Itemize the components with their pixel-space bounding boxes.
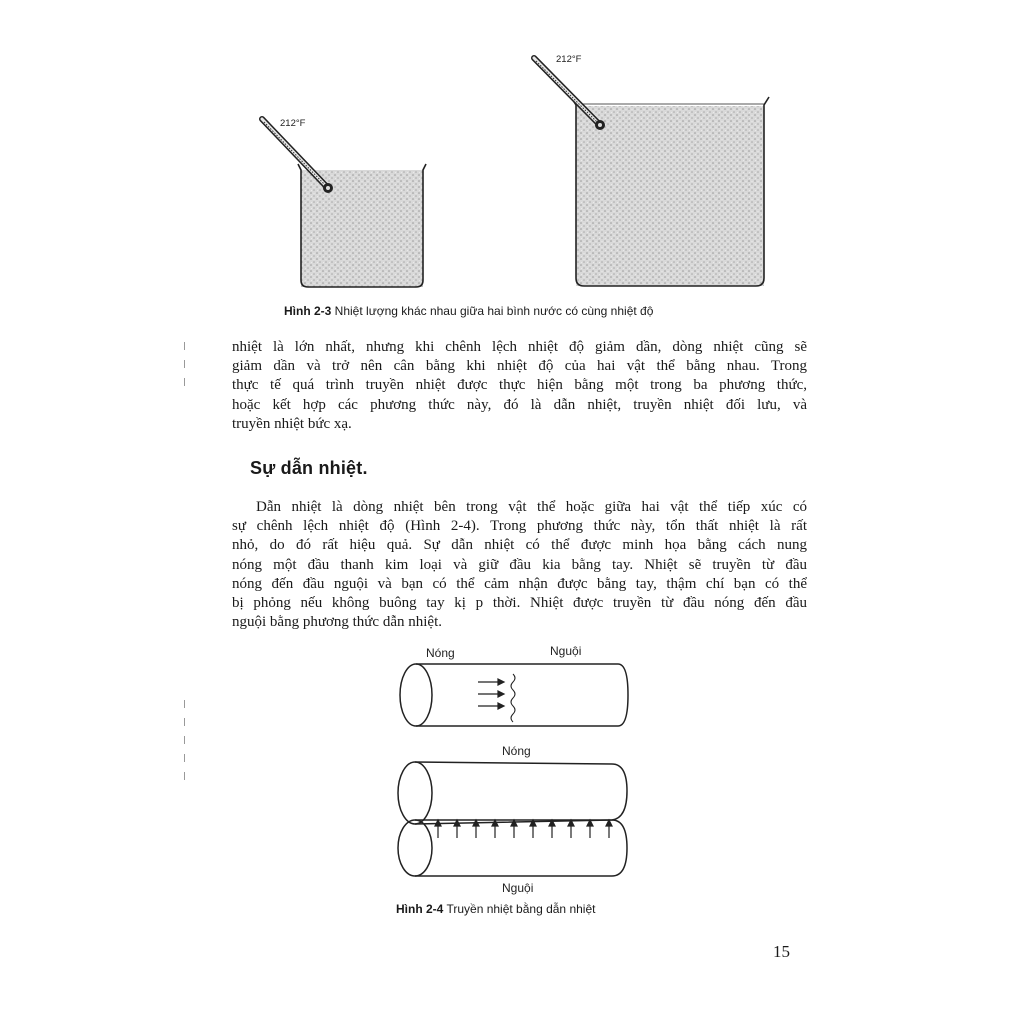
up-arrow-head [492,820,498,826]
rod-cold-label: Nguội [550,644,582,658]
paragraph-line: bị phỏng nếu không buông tay kị p thời. Nhiệt được truyền từ đầu nóng đến đầu [232,594,807,611]
paragraph-line: nguội bằng phương thức dẫn nhiệt. [232,614,442,631]
figure-2-4-caption-number: Hình 2-4 [396,902,444,916]
figure-2-3-caption [284,304,653,318]
paragraph-line: thực tế quá trình truyền nhiệt được thực hiện bằng một trong ba phương thức, [232,377,807,394]
small-thermometer [262,119,333,193]
figure-2-3-drawing [250,48,780,298]
paragraph-line: nhiệt là lớn nhất, nhưng khi chênh lệch nhiệt độ giảm dần, dòng nhiệt cũng sẽ [232,339,807,355]
hot-cylinder [398,762,627,824]
paragraph-line: nhỏ, do đó rất hiệu quả. Sự dẫn nhiệt có thể được minh họa bằng cách nung [232,537,807,554]
up-arrow-head [606,820,612,826]
margin-mark [184,736,185,744]
cold-cylinder [398,820,627,876]
paragraph-1 [232,338,807,434]
figure-2-4-drawing [390,640,640,895]
up-arrow-head [454,820,460,826]
page-number: 15 [773,942,790,961]
margin-mark [184,718,185,726]
figure-2-4 [390,640,640,895]
large-thermometer-label: 212°F [556,54,582,65]
small-beaker [298,164,426,287]
margin-mark [184,342,185,350]
bottom-cylinder-label: Nguội [502,881,534,895]
up-arrow-head [473,820,479,826]
figure-2-3-caption-number: Hình 2-3 [284,304,332,318]
top-cylinder-label: Nóng [502,744,531,758]
small-thermometer-label: 212°F [280,118,306,129]
figure-2-3-caption-text: Nhiệt lượng khác nhau giữa hai bình nước có cùng nhiệt độ [331,304,654,318]
margin-marks [184,700,186,790]
margin-marks [184,342,186,396]
large-thermometer [534,58,605,130]
up-arrow-head [511,820,517,826]
margin-mark [184,700,185,708]
paragraph-line: truyền nhiệt bức xạ. [232,415,352,432]
paragraph-line: giảm dần và trở nên cân bằng khi nhiệt độ của hai vật thể bằng nhau. Trong [232,358,807,375]
margin-mark [184,360,185,368]
rod-hot-label: Nóng [426,646,455,660]
margin-mark [184,754,185,762]
paragraph-line: hoặc kết hợp các phương thức này, đó là dẫn nhiệt, truyền nhiệt đối lưu, và [232,396,807,413]
metal-rod [400,664,628,726]
margin-mark [184,772,185,780]
margin-mark [184,378,185,386]
figure-2-3 [250,48,780,298]
figure-2-4-caption-text: Truyền nhiệt bằng dẫn nhiệt [443,902,596,916]
paragraph-2 [232,498,807,632]
paragraph-line: nóng đến đầu nguội và bạn có thể cảm nhận được bằng tay, thậm chí bạn có thể [232,575,807,592]
heat-flow-arrows [478,679,504,709]
up-arrow-head [435,820,441,826]
figure-2-4-caption [396,902,595,916]
paragraph-line: sự chênh lệch nhiệt độ (Hình 2-4). Trong phương thức này, tổn thất nhiệt là rất [232,518,807,535]
heat-wave-marks [511,674,515,722]
section-heading: Sự dẫn nhiệt. [250,458,368,478]
paragraph-line: nóng một đầu thanh kim loại và giữ đầu kia bằng tay. Nhiệt sẽ truyền từ đầu [232,556,807,573]
paragraph-line: Dẫn nhiệt là dòng nhiệt bên trong vật thể hoặc giữa hai vật thể tiếp xúc có [256,499,807,515]
